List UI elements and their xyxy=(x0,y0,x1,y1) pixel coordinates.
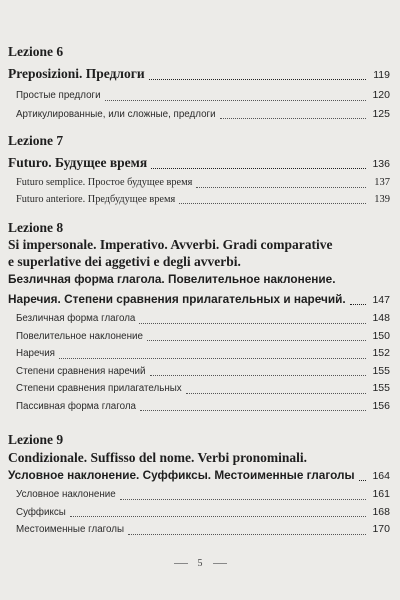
dot-leader xyxy=(179,203,366,204)
page-number: 155 xyxy=(372,364,390,377)
toc-entry xyxy=(8,363,390,381)
lesson-title-line: e superlative dei aggetivi e degli avverbi. xyxy=(8,254,241,269)
lesson-title-line: Si impersonale. Imperativo. Avverbi. Gradi comparative xyxy=(8,237,333,252)
page-number: 148 xyxy=(372,312,390,324)
dot-leader xyxy=(139,323,366,324)
entry-label: Условное наклонение xyxy=(16,489,116,500)
dot-leader xyxy=(147,340,366,341)
footer-page-number: 5 xyxy=(197,558,203,569)
page-number: 147 xyxy=(372,294,390,306)
page-footer xyxy=(0,558,400,569)
lesson-title-line: Condizionale. Suffisso del nome. Verbi pronominali. xyxy=(8,450,308,465)
footer-rule-right xyxy=(213,563,227,564)
dot-leader xyxy=(105,100,366,101)
page-number: 164 xyxy=(372,470,390,482)
page-number: 136 xyxy=(372,158,390,170)
dot-leader xyxy=(186,393,366,394)
dot-leader xyxy=(128,534,366,535)
toc-entry xyxy=(8,87,390,105)
page-number: 137 xyxy=(374,177,390,188)
page-number: 170 xyxy=(372,523,390,535)
lesson-heading: Lezione 6 xyxy=(8,44,64,59)
lesson-heading: Lezione 9 xyxy=(8,432,64,447)
dot-leader xyxy=(149,79,366,80)
page-number: 120 xyxy=(372,89,390,101)
dot-leader xyxy=(151,168,366,169)
entry-label: Пассивная форма глагола xyxy=(16,400,136,412)
entry-label: Артикулированные, или сложные, предлоги xyxy=(16,108,216,120)
toc-entry xyxy=(8,174,390,192)
entry-label: Местоименные глаголы xyxy=(16,524,125,535)
lesson-title: Futuro. Будущее время xyxy=(8,155,148,170)
dot-leader xyxy=(350,304,366,305)
lesson-title: Наречия. Степени сравнения прилагательных и наречий. xyxy=(8,292,346,306)
page-number: 119 xyxy=(373,69,390,81)
page-number: 139 xyxy=(374,193,390,205)
dot-leader xyxy=(59,358,366,359)
page-number: 152 xyxy=(372,347,390,359)
lesson-title-row xyxy=(8,291,390,309)
toc-entry xyxy=(8,345,390,363)
toc-entry xyxy=(8,310,390,328)
entry-label: Futuro semplice. Простое будущее время xyxy=(16,177,193,188)
lesson-title: Условное наклонение. Суффиксы. Местоименные глаголы xyxy=(8,468,355,482)
toc-entry xyxy=(8,191,390,209)
lesson-heading: Lezione 8 xyxy=(8,220,64,235)
page-number: 161 xyxy=(372,488,390,500)
entry-label: Повелительное наклонение xyxy=(16,330,143,342)
dot-leader xyxy=(70,516,366,517)
dot-leader xyxy=(196,187,366,188)
entry-label: Простые предлоги xyxy=(16,90,101,101)
dot-leader xyxy=(150,375,366,376)
entry-label: Суффиксы xyxy=(16,506,66,518)
page-number: 156 xyxy=(372,399,390,412)
entry-label: Степени сравнения прилагательных xyxy=(16,383,182,394)
lesson-8 xyxy=(8,220,390,415)
toc-entry xyxy=(8,504,390,522)
page-number: 125 xyxy=(372,107,390,120)
toc-entry xyxy=(8,398,390,416)
entry-label: Безличная форма глагола xyxy=(16,313,136,324)
lesson-title-row xyxy=(8,154,390,173)
entry-label: Futuro anteriore. Предбудущее время xyxy=(16,193,176,205)
lesson-title-row xyxy=(8,65,390,84)
lesson-title-row xyxy=(8,467,390,485)
toc-entry xyxy=(8,106,390,124)
lesson-heading: Lezione 7 xyxy=(8,133,64,148)
toc-entry xyxy=(8,380,390,398)
dot-leader xyxy=(359,480,366,481)
entry-label: Наречия xyxy=(16,348,55,359)
toc-entry xyxy=(8,328,390,346)
lesson-title-line: Безличная форма глагола. Повелительное наклонение. xyxy=(8,272,336,286)
dot-leader xyxy=(220,118,366,119)
lesson-6 xyxy=(8,44,390,123)
toc-entry xyxy=(8,521,390,539)
toc-entry xyxy=(8,486,390,504)
entry-label: Степени сравнения наречий xyxy=(16,365,146,377)
footer-rule-left xyxy=(174,563,188,564)
lesson-title: Preposizioni. Предлоги xyxy=(8,66,145,81)
lesson-7 xyxy=(8,133,390,208)
dot-leader xyxy=(140,410,366,411)
dot-leader xyxy=(120,499,366,500)
page-number: 155 xyxy=(372,382,390,394)
page-number: 150 xyxy=(372,329,390,342)
lesson-9 xyxy=(8,432,390,539)
page-number: 168 xyxy=(372,505,390,518)
